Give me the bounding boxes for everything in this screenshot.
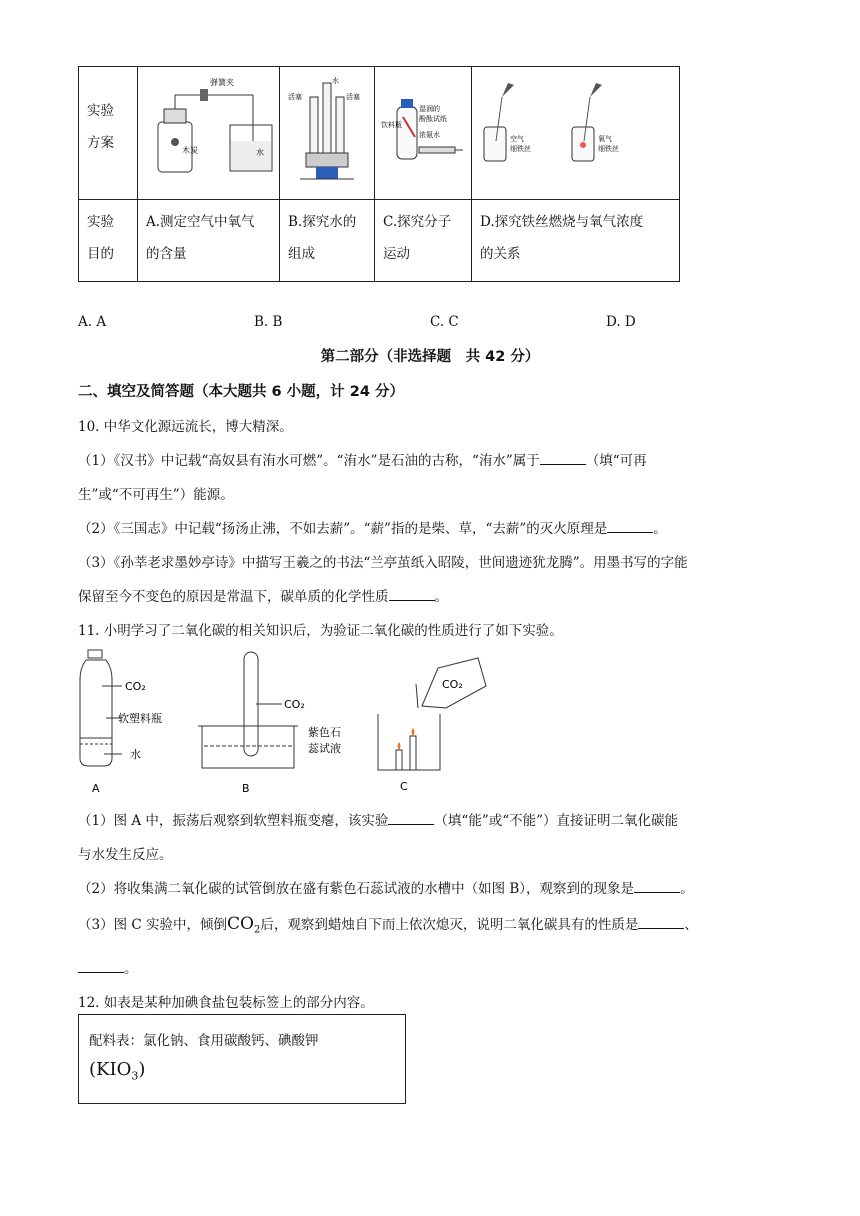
q12-stem: 12. 如表是某种加碘食盐包装标签上的部分内容。 xyxy=(78,995,374,1011)
purpose-text: 组成 xyxy=(288,246,315,262)
purpose-c xyxy=(375,200,472,282)
section2-title: 二、填空及简答题（本大题共 6 小题，计 24 分） xyxy=(78,384,404,400)
figure-b-electrolysis-apparatus xyxy=(280,67,374,187)
header-text: 实验 xyxy=(87,103,114,119)
label-water: 水 xyxy=(256,148,264,157)
ingredient-list: 配料表：氯化钠、食用碳酸钙、碘酸钾 xyxy=(89,1033,319,1049)
label-paper: 酚酞试纸 xyxy=(419,115,447,123)
ingredient-label-box xyxy=(78,1014,406,1104)
header-text: 目的 xyxy=(87,246,114,262)
q10-part3: （3）《孙莘老求墨妙亭诗》中描写王羲之的书法“兰亭茧纸入昭陵，世间遗迹犹龙腾”。用墨书写的字能 xyxy=(78,555,688,571)
label-water: 水 xyxy=(130,748,141,761)
experiment-table xyxy=(78,66,680,282)
q11-part1 xyxy=(78,809,678,829)
purpose-text: B.探究水的 xyxy=(288,214,357,230)
answer-blank[interactable] xyxy=(78,960,124,973)
kio3-formula: $(KIO_3)$ xyxy=(89,1059,146,1083)
q10-part2-text: 。 xyxy=(653,521,667,537)
q11-part3-cont xyxy=(78,957,138,977)
q11-part1-text: （填“能”或“不能”）直接证明二氧化碳能 xyxy=(434,813,679,829)
q11-part3-text: 、 xyxy=(684,917,698,933)
formula-text: KIO xyxy=(96,1059,132,1080)
co2-formula: CO xyxy=(227,914,254,934)
option-b[interactable]: B. B xyxy=(254,314,283,330)
purpose-d xyxy=(472,200,680,282)
q11-part3-text: 。 xyxy=(124,961,138,977)
purpose-a xyxy=(138,200,280,282)
q10-part1 xyxy=(78,449,647,469)
q10-part3-text: 保留至今不变色的原因是常温下，碳单质的化学性质 xyxy=(78,589,389,605)
purpose-text: C.探究分子 xyxy=(383,214,452,230)
label-iron-wire: 细铁丝 xyxy=(510,145,531,153)
label-stopcock: 活塞 xyxy=(288,93,302,101)
q10-stem: 10. 中华文化源远流长，博大精深。 xyxy=(78,419,293,435)
q11-part3-text: （3）图 C 实验中，倾倒 xyxy=(78,917,228,933)
option-a[interactable]: A. A xyxy=(78,314,107,330)
q11-part2 xyxy=(78,877,694,897)
figure-label-c: C xyxy=(400,780,408,793)
q10-part3-text: 。 xyxy=(434,589,448,605)
label-litmus: 紫色石 xyxy=(308,726,341,739)
purpose-text: 运动 xyxy=(383,246,410,262)
q11-part2-text: 。 xyxy=(680,881,694,897)
q10-part2-text: （2）《三国志》中记载“扬汤止沸，不如去薪”。“薪”指的是柴、草，“去薪”的灭火原理是 xyxy=(78,521,608,537)
q11-part2-text: （2）将收集满二氧化碳的试管倒放在盛有紫色石蕊试液的水槽中（如图 B），观察到的现象是 xyxy=(78,881,635,897)
label-plastic-bottle: 软塑料瓶 xyxy=(118,712,162,725)
table-header-purpose xyxy=(79,200,138,282)
q11-part1-text: （1）图 A 中，振荡后观察到软塑料瓶变瘪，该实验 xyxy=(78,813,389,829)
q10-part3-cont xyxy=(78,585,448,605)
figure-d-iron-wire-apparatus xyxy=(472,67,679,187)
figure-b-cell xyxy=(280,67,375,200)
label-stopcock: 活塞 xyxy=(346,93,360,101)
label-oxygen: 氧气 xyxy=(598,135,612,143)
purpose-text: D.探究铁丝燃烧与氧气浓度 xyxy=(480,214,644,230)
option-d[interactable]: D. D xyxy=(606,314,636,330)
label-iron-wire: 细铁丝 xyxy=(598,145,619,153)
q11-part3 xyxy=(78,913,698,936)
figure-d-cell xyxy=(472,67,680,200)
figure-c-candles xyxy=(378,658,486,793)
figure-b-trough xyxy=(198,652,341,795)
answer-blank[interactable] xyxy=(389,588,435,601)
purpose-text: A.测定空气中氧气 xyxy=(146,214,255,230)
label-spring-clip: 弹簧夹 xyxy=(210,78,234,87)
purpose-text: 的含量 xyxy=(146,246,187,262)
header-text: 方案 xyxy=(87,135,114,151)
label-litmus: 蕊试液 xyxy=(308,742,341,755)
label-paper: 湿润的 xyxy=(419,105,440,113)
label-carbon: 木炭 xyxy=(182,146,198,155)
answer-blank[interactable] xyxy=(634,880,680,893)
label-co2: CO₂ xyxy=(442,678,463,691)
q10-part1-cont: 生”或“不可再生”）能源。 xyxy=(78,487,234,503)
label-air: 空气 xyxy=(510,135,524,143)
label-co2: CO₂ xyxy=(125,680,146,693)
q10-part1-text: （填“可再 xyxy=(585,453,647,469)
label-water: 水 xyxy=(332,77,339,85)
figure-a-cell xyxy=(138,67,280,200)
figure-a-air-oxygen-apparatus xyxy=(138,67,279,187)
header-text: 实验 xyxy=(87,214,114,230)
label-bottle: 饮料瓶 xyxy=(381,121,402,129)
label-ammonia: 浓氨水 xyxy=(419,131,440,139)
q11-part3-text: 后，观察到蜡烛自下而上依次熄灭，说明二氧化碳具有的性质是 xyxy=(260,917,639,933)
q11-part1-cont: 与水发生反应。 xyxy=(78,847,173,863)
answer-blank[interactable] xyxy=(388,812,434,825)
answer-blank[interactable] xyxy=(607,520,653,533)
figure-a-bottle xyxy=(80,650,162,795)
formula-subscript: 3 xyxy=(131,1069,139,1083)
label-co2: CO₂ xyxy=(284,698,305,711)
purpose-text: 的关系 xyxy=(480,246,521,262)
q11-stem: 11. 小明学习了二氧化碳的相关知识后，为验证二氧化碳的性质进行了如下实验。 xyxy=(78,623,563,639)
figure-label-b: B xyxy=(242,782,250,795)
purpose-b xyxy=(280,200,375,282)
q10-part2 xyxy=(78,517,667,537)
part2-title: 第二部分（非选择题 共 42 分） xyxy=(320,349,540,365)
figure-label-a: A xyxy=(92,782,100,795)
answer-blank[interactable] xyxy=(638,916,684,929)
q10-part1-text: （1）《汉书》中记载“高奴县有洧水可燃”。“洧水”是石油的古称，“洧水”属于 xyxy=(78,453,540,469)
co2-subscript: 2 xyxy=(253,924,261,936)
figure-c-cell xyxy=(375,67,472,200)
answer-blank[interactable] xyxy=(540,452,586,465)
table-header-scheme xyxy=(79,67,138,200)
q11-figures xyxy=(74,646,494,796)
figure-c-molecule-motion-apparatus xyxy=(375,67,471,187)
option-c[interactable]: C. C xyxy=(430,314,459,330)
